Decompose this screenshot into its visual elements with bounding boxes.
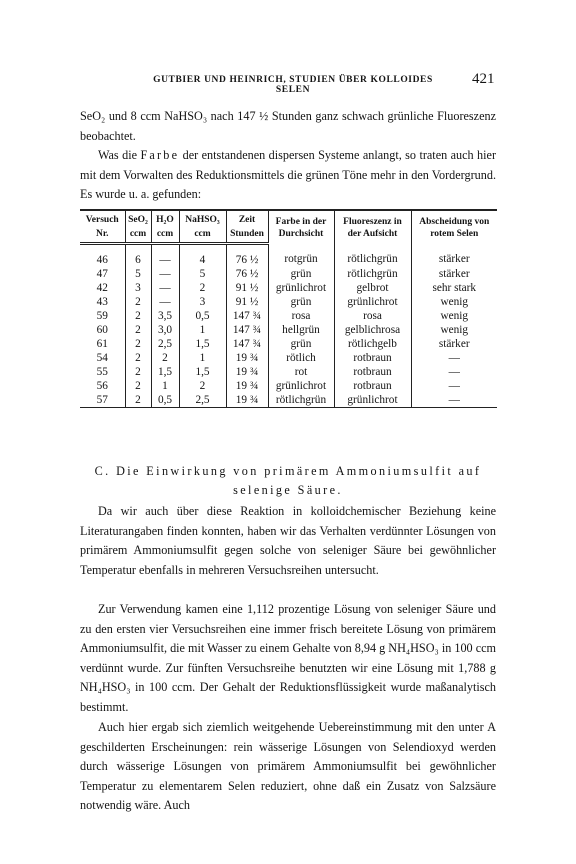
table-cell: 54 [96, 352, 108, 364]
table-cell: 5 [179, 267, 226, 281]
table-cell: 2 [125, 295, 151, 309]
table-row [80, 244, 497, 268]
table-cell: stärker [411, 244, 497, 268]
table-cell: 2 [151, 351, 179, 365]
table-cell: 2 [125, 379, 151, 393]
table-cell: 1,5 [179, 337, 226, 351]
table-cell: 76 ½ [226, 267, 268, 281]
table-cell: 59 [96, 310, 108, 322]
table-cell: gelbrot [334, 281, 411, 295]
intro-lead: Was die [98, 148, 141, 162]
table-row [80, 281, 497, 295]
table-cell: sehr stark [411, 281, 497, 295]
table-cell: 6 [125, 244, 151, 268]
table-cell: stärker [411, 267, 497, 281]
table-cell: rot [268, 365, 334, 379]
table-cell: wenig [411, 323, 497, 337]
table-cell: grün [268, 337, 334, 351]
table-row [80, 351, 497, 365]
table-cell: gelblichrosa [334, 323, 411, 337]
table-row [80, 295, 497, 309]
table-cell: grünlichrot [334, 295, 411, 309]
table-cell: 42 [96, 282, 108, 294]
table-cell: 91 ½ [226, 295, 268, 309]
header-nr: Nr. [80, 227, 125, 244]
body-paragraph-2: Zur Verwendung kamen eine 1,112 prozentige Lösung von seleniger Säure und zu den ersten vier Versuchsreihen eine immer frisch bereitete Lösung von primärem Ammoniumsulfit, die mit Wasser zu einem Gehalte von 8,94 g NH₄HSO₃ in 100 ccm verdünnt wurde. Zur fünften Versuchsreihe benutzten wir eine Lösung mit 1,788 g NH₄HSO₃ in 100 ccm. Der Gehalt der Reduktionsflüssigkeit wurde maßanalytisch bestimmt. [80, 602, 496, 714]
table-cell: 1 [179, 351, 226, 365]
table-cell: 2 [125, 351, 151, 365]
header-versuch: Versuch [85, 215, 119, 225]
unit-stunden: Stunden [226, 227, 268, 244]
table-cell: 1,5 [179, 365, 226, 379]
table-cell: 147 ¾ [226, 323, 268, 337]
table-cell: 57 [96, 394, 108, 406]
table-cell: — [151, 244, 179, 268]
table-cell: grün [268, 267, 334, 281]
table-cell: rotbraun [334, 351, 411, 365]
table-cell: 3,5 [151, 309, 179, 323]
table-cell: rosa [334, 309, 411, 323]
table-cell: 3,0 [151, 323, 179, 337]
table-row [80, 267, 497, 281]
table-row [80, 309, 497, 323]
table-cell: 61 [96, 338, 108, 350]
table-cell: — [411, 365, 497, 379]
table-cell: — [151, 281, 179, 295]
table-cell: — [151, 295, 179, 309]
section-title-line-2: selenige Säure. [233, 483, 343, 497]
header-abscheidung: Abscheidung von rotem Selen [411, 210, 497, 244]
unit-nahso3: ccm [179, 227, 226, 244]
table-cell: 60 [96, 324, 108, 336]
table-cell: 19 ¾ [226, 351, 268, 365]
table-cell: 2 [125, 323, 151, 337]
table-cell: rötlichgrün [334, 244, 411, 268]
table-cell: 2 [125, 393, 151, 408]
intro-paragraph-1: SeO₂ und 8 ccm NaHSO₃ nach 147 ½ Stunden ganz schwach grünliche Fluoreszenz beobachtet. [80, 109, 496, 143]
table-cell: stärker [411, 337, 497, 351]
table-cell: 91 ½ [226, 281, 268, 295]
header-nahso3: NaHSO₃ [179, 210, 226, 227]
running-head: GUTBIER UND HEINRICH, STUDIEN ÜBER KOLLOIDES SELEN [153, 75, 433, 95]
header-farbe: Farbe in der Durchsicht [268, 210, 334, 244]
header-h2o: H₂O [151, 210, 179, 227]
header-fluoreszenz: Fluoreszenz in der Aufsicht [334, 210, 411, 244]
table-cell: rotgrün [268, 244, 334, 268]
table-cell: grün [268, 295, 334, 309]
table-cell: grünlichrot [268, 379, 334, 393]
table-cell: 19 ¾ [226, 365, 268, 379]
table-cell: 3 [125, 281, 151, 295]
unit-h2o: ccm [151, 227, 179, 244]
table-cell: rötlichgrün [268, 393, 334, 408]
table-row [80, 393, 497, 408]
page-number: 421 [472, 71, 495, 87]
table-cell: 3 [179, 295, 226, 309]
table-cell: 1 [151, 379, 179, 393]
table-cell: 2 [179, 281, 226, 295]
table-row [80, 379, 497, 393]
table-cell: 147 ¾ [226, 337, 268, 351]
table-cell: 0,5 [179, 309, 226, 323]
unit-seo2: ccm [125, 227, 151, 244]
table-cell: 2 [125, 337, 151, 351]
table-cell: wenig [411, 309, 497, 323]
table-cell: 76 ½ [226, 244, 268, 268]
table-cell: 2 [179, 379, 226, 393]
table-cell: hellgrün [268, 323, 334, 337]
table-cell: — [411, 379, 497, 393]
table-row [80, 365, 497, 379]
table-cell: rötlichgrün [334, 267, 411, 281]
table-cell: 147 ¾ [226, 309, 268, 323]
table-cell: 47 [96, 268, 108, 280]
table-cell: 5 [125, 267, 151, 281]
table-cell: — [411, 351, 497, 365]
table-cell: 55 [96, 366, 108, 378]
table-header-row [80, 210, 497, 227]
table-cell: 56 [96, 380, 108, 392]
results-table [80, 209, 497, 408]
emphasis-farbe: Farbe [140, 148, 180, 162]
table-cell: 19 ¾ [226, 393, 268, 408]
table-cell: 1,5 [151, 365, 179, 379]
table-row [80, 337, 497, 351]
body-paragraph-1: Da wir auch über diese Reaktion in kolloidchemischer Beziehung keine Literaturangaben finden konnten, haben wir das Verhalten verdünnter Lösungen von primärem Ammoniumsulfit gegen solche von seleniger Säure bei gewöhnlicher Temperatur ebenfalls in mehreren Versuchsreihen untersucht. [80, 504, 496, 577]
section-title-line-1: C. Die Einwirkung von primärem Ammoniumsulfit auf [94, 464, 482, 478]
body-paragraph-3: Auch hier ergab sich ziemlich weitgehende Uebereinstimmung mit den unter A geschilderten Erscheinungen: rein wässerige Lösungen von Selendioxyd werden durch wässerige Lösungen von primärem Ammoniumsulfit bei gewöhnlicher Temperatur zu elementarem Selen reduziert, ohne daß ein Zusatz von Salzsäure notwendig wäre. Auch [80, 720, 496, 813]
table-cell: 2 [125, 309, 151, 323]
table-cell: wenig [411, 295, 497, 309]
table-cell: 2,5 [151, 337, 179, 351]
table-row [80, 323, 497, 337]
intro-paragraph-2 [80, 146, 496, 205]
table-body [80, 244, 497, 408]
table-cell: 1 [179, 323, 226, 337]
table-cell: rötlich [268, 351, 334, 365]
table-cell: rotbraun [334, 365, 411, 379]
table-cell: — [411, 393, 497, 408]
table-cell: 0,5 [151, 393, 179, 408]
table-cell: — [151, 267, 179, 281]
table-cell: 2,5 [179, 393, 226, 408]
intro-rest: der entstandenen dispersen Systeme anlangt, so traten auch hier mit dem Vorwalten des Reduktionsmittels die grünen Töne mehr in den Vordergrund. Es wurde u. a. gefunden: [80, 148, 497, 202]
table-cell: 4 [179, 244, 226, 268]
table-cell: rosa [268, 309, 334, 323]
table-cell: 43 [96, 296, 108, 308]
table-cell: rotbraun [334, 379, 411, 393]
table-cell: 19 ¾ [226, 379, 268, 393]
section-heading [80, 462, 496, 500]
table-cell: 46 [96, 254, 108, 266]
header-zeit: Zeit [226, 210, 268, 227]
table-cell: grünlichrot [268, 281, 334, 295]
table-cell: 2 [125, 365, 151, 379]
table-cell: grünlichrot [334, 393, 411, 408]
header-seo2: SeO₂ [125, 210, 151, 227]
table-cell: rötlichgelb [334, 337, 411, 351]
